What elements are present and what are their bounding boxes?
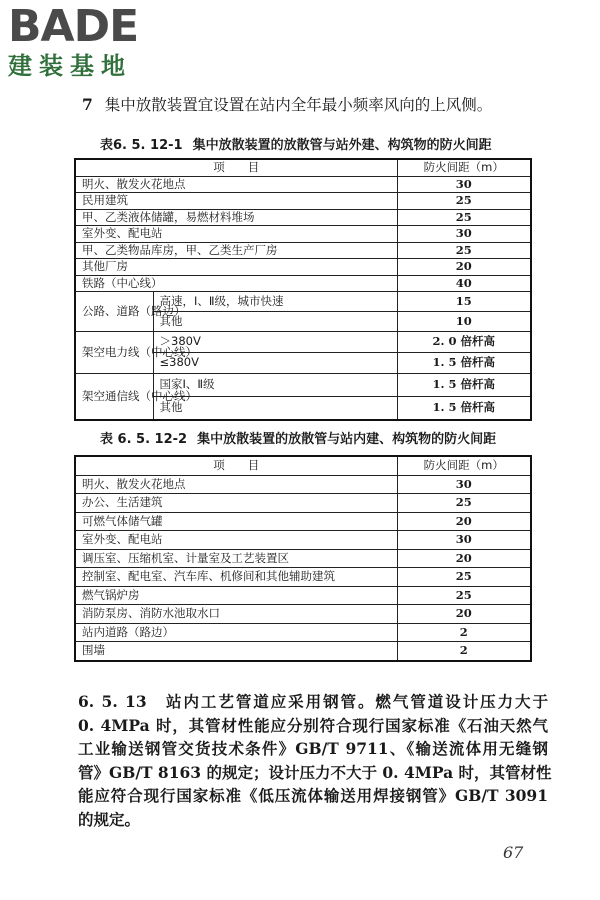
para-line: 能应符合现行国家标准《低压流体输送用焊接钢管》GB/T 3091	[78, 786, 548, 805]
table-row	[75, 623, 531, 642]
row-item: 民用建筑	[75, 193, 397, 210]
table-row	[75, 568, 531, 587]
row-item: 其他	[153, 312, 397, 332]
row-value: 30	[397, 226, 531, 243]
row-item: 燃气锅炉房	[75, 586, 397, 605]
table1	[74, 158, 532, 421]
table-row	[75, 332, 531, 353]
row-item: 明火、散发火花地点	[75, 475, 397, 494]
table-row	[75, 242, 531, 259]
group-label-road: 公路、道路（路边）	[75, 292, 153, 332]
para-line: 的规定。	[78, 809, 141, 829]
logo-wordmark: BADE	[8, 1, 139, 52]
table-row	[75, 259, 531, 276]
para-line: 0. 4MPa 时，其管材性能应分别符合现行国家标准《石油天然气	[78, 715, 548, 735]
para-line: 工业输送钢管交货技术条件》GB/T 9711、《输送流体用无缝钢	[78, 739, 548, 758]
row-item: 室外变、配电站	[75, 226, 397, 243]
row-value: 15	[397, 292, 531, 312]
row-value: 2	[397, 623, 531, 642]
table-row	[75, 209, 531, 226]
row-value: 30	[397, 176, 531, 193]
row-item: ≤380V	[153, 353, 397, 374]
row-item: 明火、散发火花地点	[75, 176, 397, 193]
brand-logo	[8, 1, 178, 80]
table-row	[75, 275, 531, 292]
table-header-row	[75, 456, 531, 475]
table-row	[75, 292, 531, 312]
row-value: 1. 5 倍杆高	[397, 397, 531, 421]
header-item: 项 目	[75, 159, 397, 176]
row-item: 控制室、配电室、汽车库、机修间和其他辅助建筑	[75, 568, 397, 587]
table2	[74, 455, 532, 662]
table-row	[75, 494, 531, 513]
table1-caption	[100, 134, 492, 153]
para-line: 管》GB/T 8163 的规定；设计压力不大于 0. 4MPa 时，其管材性	[78, 762, 552, 782]
clause-6-5-13	[78, 690, 552, 831]
row-item: ＞380V	[153, 332, 397, 353]
table-row	[75, 549, 531, 568]
row-value: 1. 5 倍杆高	[397, 374, 531, 397]
row-item: 其他	[153, 397, 397, 421]
group-label-telecom-line: 架空通信线（中心线）	[75, 374, 153, 421]
row-item: 站内道路（路边）	[75, 623, 397, 642]
row-item: 围墙	[75, 642, 397, 661]
row-item: 高速，Ⅰ、Ⅱ级，城市快速	[153, 292, 397, 312]
row-value: 20	[397, 259, 531, 276]
row-value: 30	[397, 531, 531, 550]
row-value: 2. 0 倍杆高	[397, 332, 531, 353]
table-row	[75, 226, 531, 243]
row-value: 25	[397, 242, 531, 259]
table2-number: 表 6. 5. 12-2	[100, 432, 188, 447]
row-item: 其他厂房	[75, 259, 397, 276]
row-value: 25	[397, 586, 531, 605]
row-value: 25	[397, 209, 531, 226]
header-distance: 防火间距（m）	[397, 159, 531, 176]
row-value: 20	[397, 605, 531, 624]
table2-title: 集中放散装置的放散管与站内建、构筑物的防火间距	[197, 432, 497, 447]
group-label-power-line: 架空电力线（中心线）	[75, 332, 153, 374]
table-row	[75, 605, 531, 624]
clause-7	[82, 94, 592, 116]
table-row	[75, 512, 531, 531]
page-number: 67	[503, 843, 524, 862]
table-row	[75, 531, 531, 550]
row-value: 1. 5 倍杆高	[397, 353, 531, 374]
row-value: 10	[397, 312, 531, 332]
row-value: 40	[397, 275, 531, 292]
table1-title: 集中放散装置的放散管与站外建、构筑物的防火间距	[192, 138, 492, 153]
row-value: 20	[397, 512, 531, 531]
para-line: 6. 5. 13 站内工艺管道应采用钢管。燃气管道设计压力大于	[78, 692, 548, 711]
row-value: 25	[397, 568, 531, 587]
table-row	[75, 642, 531, 661]
row-item: 甲、乙类液体储罐，易燃材料堆场	[75, 209, 397, 226]
table-row	[75, 586, 531, 605]
clause-text: 集中放散装置宜设置在站内全年最小频率风向的上风侧。	[104, 96, 493, 114]
row-value: 25	[397, 193, 531, 210]
header-item: 项 目	[75, 456, 397, 475]
row-value: 25	[397, 494, 531, 513]
table-row	[75, 176, 531, 193]
row-item: 室外变、配电站	[75, 531, 397, 550]
table-row	[75, 475, 531, 494]
clause-number: 7	[82, 95, 93, 114]
row-item: 可燃气体储气罐	[75, 512, 397, 531]
row-item: 调压室、压缩机室、计量室及工艺装置区	[75, 549, 397, 568]
table-row	[75, 193, 531, 210]
row-item: 铁路（中心线）	[75, 275, 397, 292]
row-item: 国家Ⅰ、Ⅱ级	[153, 374, 397, 397]
table-header-row	[75, 159, 531, 176]
table1-number: 表6. 5. 12-1	[100, 138, 183, 153]
table-row	[75, 374, 531, 397]
row-item: 甲、乙类物品库房，甲、乙类生产厂房	[75, 242, 397, 259]
header-distance: 防火间距（m）	[397, 456, 531, 475]
logo-subtitle: 建装基地	[8, 52, 132, 80]
row-value: 2	[397, 642, 531, 661]
row-value: 30	[397, 475, 531, 494]
row-item: 办公、生活建筑	[75, 494, 397, 513]
table2-caption	[100, 428, 496, 447]
row-item: 消防泵房、消防水池取水口	[75, 605, 397, 624]
row-value: 20	[397, 549, 531, 568]
